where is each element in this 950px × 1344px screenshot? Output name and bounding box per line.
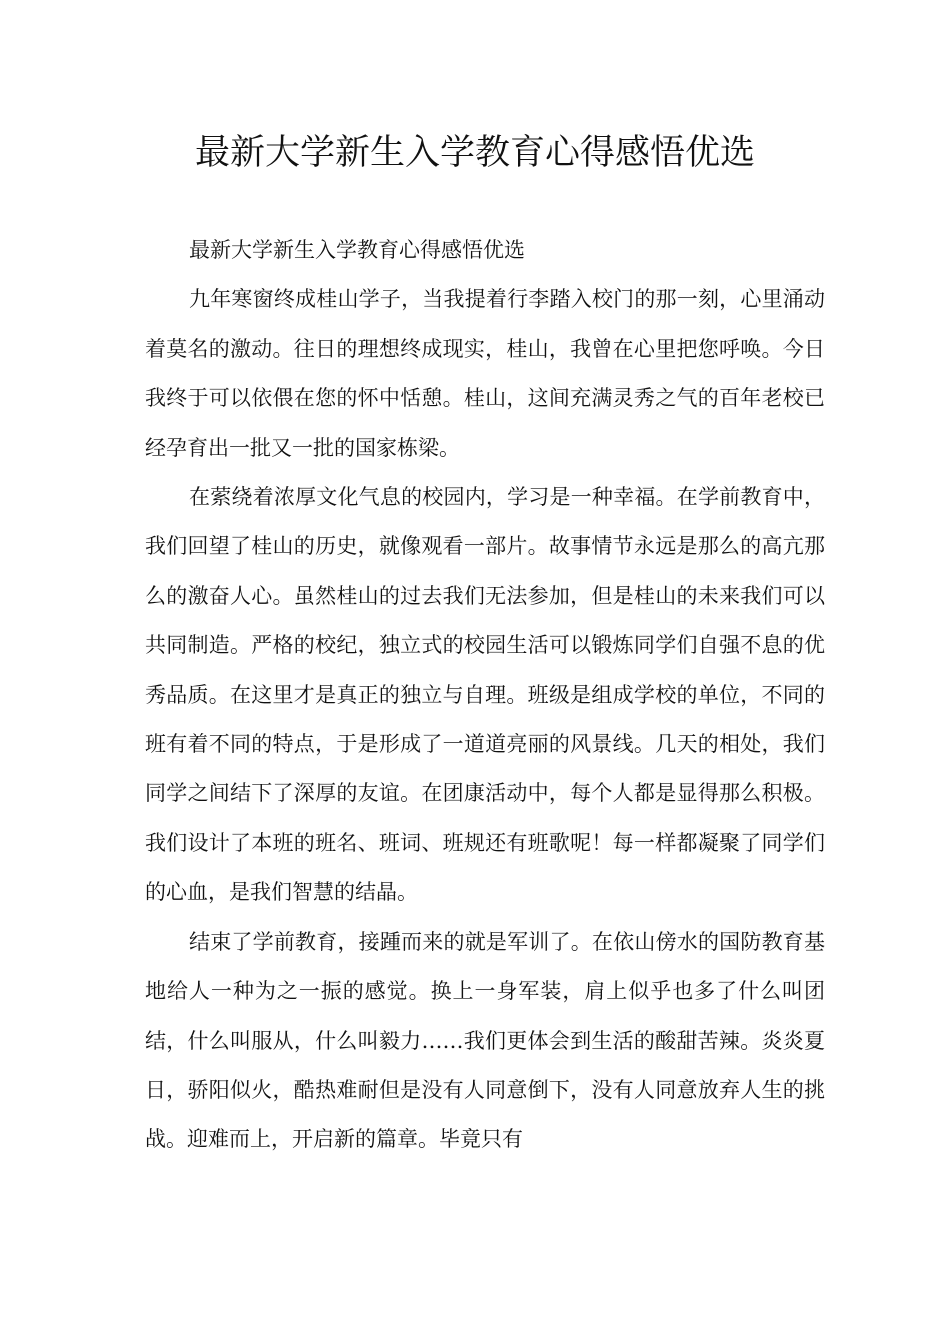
document-body: [145, 226, 825, 1165]
paragraph-1: 九年寒窗终成桂山学子，当我提着行李踏入校门的那一刻，心里涌动着莫名的激动。往日的理想终成现实，桂山，我曾在心里把您呼唤。今日我终于可以依偎在您的怀中恬憩。桂山，这间充满灵秀之气的百年老校已经孕育出一批又一批的国家栋梁。: [145, 287, 825, 460]
paragraph-2: 在萦绕着浓厚文化气息的校园内，学习是一种幸福。在学前教育中，我们回望了桂山的历史，就像观看一部片。故事情节永远是那么的高亢那么的激奋人心。虽然桂山的过去我们无法参加，但是桂山的未来我们可以共同制造。严格的校纪，独立式的校园生活可以锻炼同学们自强不息的优秀品质。在这里才是真正的独立与自理。班级是组成学校的单位，不同的班有着不同的特点，于是形成了一道道亮丽的风景线。几天的相处，我们同学之间结下了深厚的友谊。在团康活动中，每个人都是显得那么积极。我们设计了本班的班名、班词、班规还有班歌呢！每一样都凝聚了同学们的心血，是我们智慧的结晶。: [145, 485, 825, 905]
document-title: 最新大学新生入学教育心得感悟优选: [194, 133, 755, 173]
paragraph-subtitle: 最新大学新生入学教育心得感悟优选: [189, 238, 525, 262]
paragraph-3: 结束了学前教育，接踵而来的就是军训了。在依山傍水的国防教育基地给人一种为之一振的感觉。换上一身军装，肩上似乎也多了什么叫团结，什么叫服从，什么叫毅力……我们更体会到生活的酸甜苦辣。炎炎夏日，骄阳似火，酷热难耐但是没有人同意倒下，没有人同意放弃人生的挑战。迎难而上，开启新的篇章。毕竟只有: [145, 929, 825, 1152]
